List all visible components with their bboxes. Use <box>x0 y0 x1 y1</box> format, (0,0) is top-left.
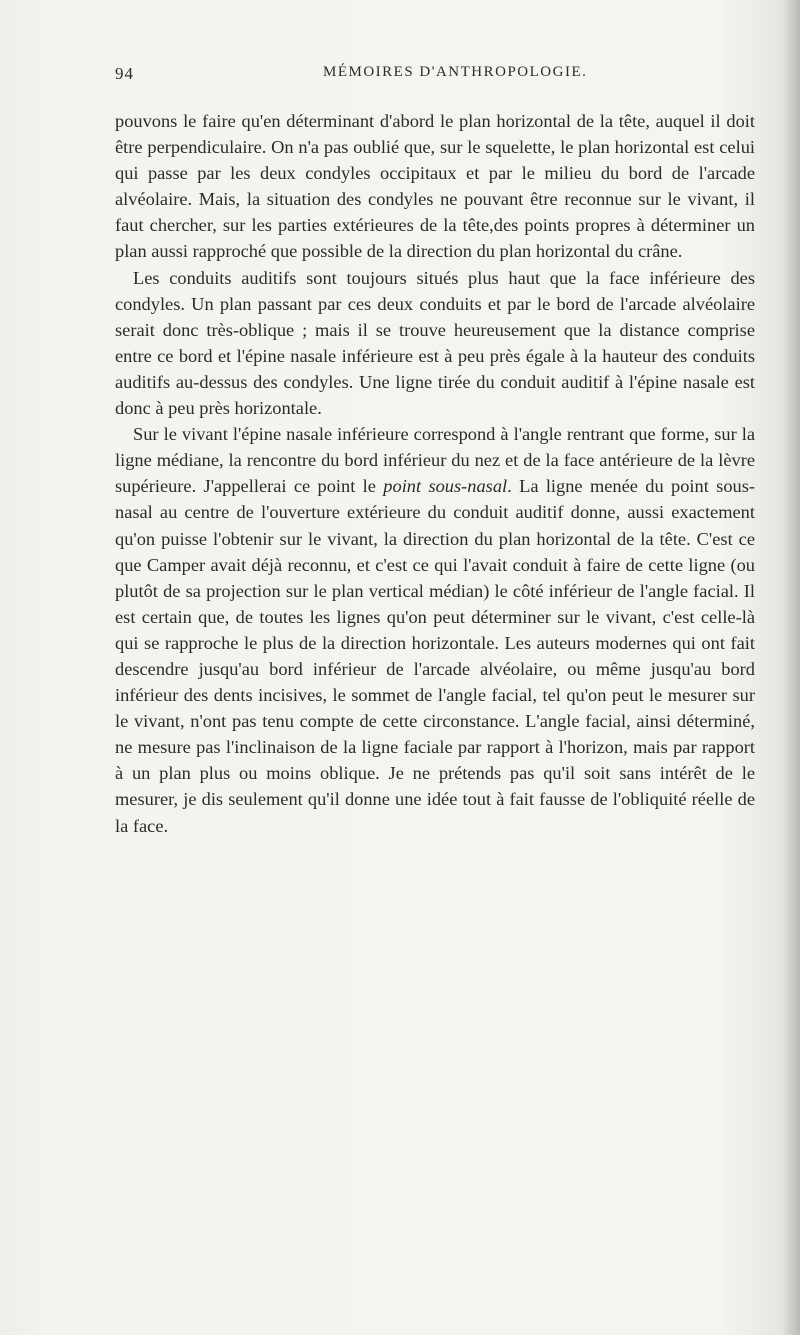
paragraph-1: pouvons le faire qu'en déterminant d'abord le plan horizontal de la tête, auquel il doit être perpendiculaire. On n'a pas oublié que, sur le squelette, le plan horizontal est celui qui passe par les deux condyles occipitaux et par le milieu du bord de l'arcade alvéolaire. Mais, la situation des condyles ne pouvant être reconnue sur le vivant, il faut chercher, sur les parties extérieures de la tête,des points propres à déterminer un plan aussi rapproché que possible de la direction du plan horizontal du crâne. <box>115 111 755 262</box>
italic-term-point-sous-nasal: point sous-nasal <box>383 476 508 497</box>
body-text <box>115 108 755 839</box>
running-head: MÉMOIRES D'ANTHROPOLOGIE. <box>323 64 588 80</box>
paragraph-3-part-1: Sur le vivant l'épine nasale inférieure correspond à l'angle rentrant que forme, sur la ligne médiane, la rencontre du bord inférieur du nez et de la face antérieure de la lèvre supérieure. J'appellerai ce point le <box>115 424 755 497</box>
paragraph-2: Les conduits auditifs sont toujours situés plus haut que la face inférieure des condyles. Un plan passant par ces deux conduits et par le bord de l'arcade alvéolaire serait donc très-oblique ; mais il se trouve heureusement que la distance comprise entre ce bord et l'épine nasale inférieure est à peu près égale à la hauteur des conduits auditifs au-dessus des condyles. Une ligne tirée du conduit auditif à l'épine nasale est donc à peu près horizontale. <box>115 267 755 419</box>
page-number: 94 <box>115 64 134 83</box>
paragraph-3-part-2: . La ligne menée du point sous-nasal au centre de l'ouverture extérieure du conduit auditif donne, aussi exactement qu'on puisse l'obtenir sur le vivant, la direction du plan horizontal de la tête. C'est ce que Camper avait déjà reconnu, et c'est ce qui l'avait conduit à faire de cette ligne (ou plutôt de sa projection sur le plan vertical médian) le côté inférieur de l'angle facial. Il est certain que, de toutes les lignes qu'on peut déterminer sur le vivant, c'est celle-là qui se rapproche le plus de la direction horizontale. Les auteurs modernes qui ont fait descendre jusqu'au bord inférieur de l'arcade alvéolaire, ou même jusqu'au bord inférieur des dents incisives, le sommet de l'angle facial, tel qu'on peut le mesurer sur le vivant, n'ont pas tenu compte de cette circonstance. L'angle facial, ainsi déterminé, ne mesure pas l'inclinaison de la ligne faciale par rapport à l'horizon, mais par rapport à un plan plus ou moins oblique. Je ne prétends pas qu'il soit sans intérêt de le mesurer, je dis seulement qu'il donne une idée tout à fait fausse de l'obliquité réelle de la face. <box>115 476 755 836</box>
paragraph-3 <box>115 421 755 839</box>
page-edge-shadow <box>782 0 800 1335</box>
page-header <box>115 52 755 92</box>
